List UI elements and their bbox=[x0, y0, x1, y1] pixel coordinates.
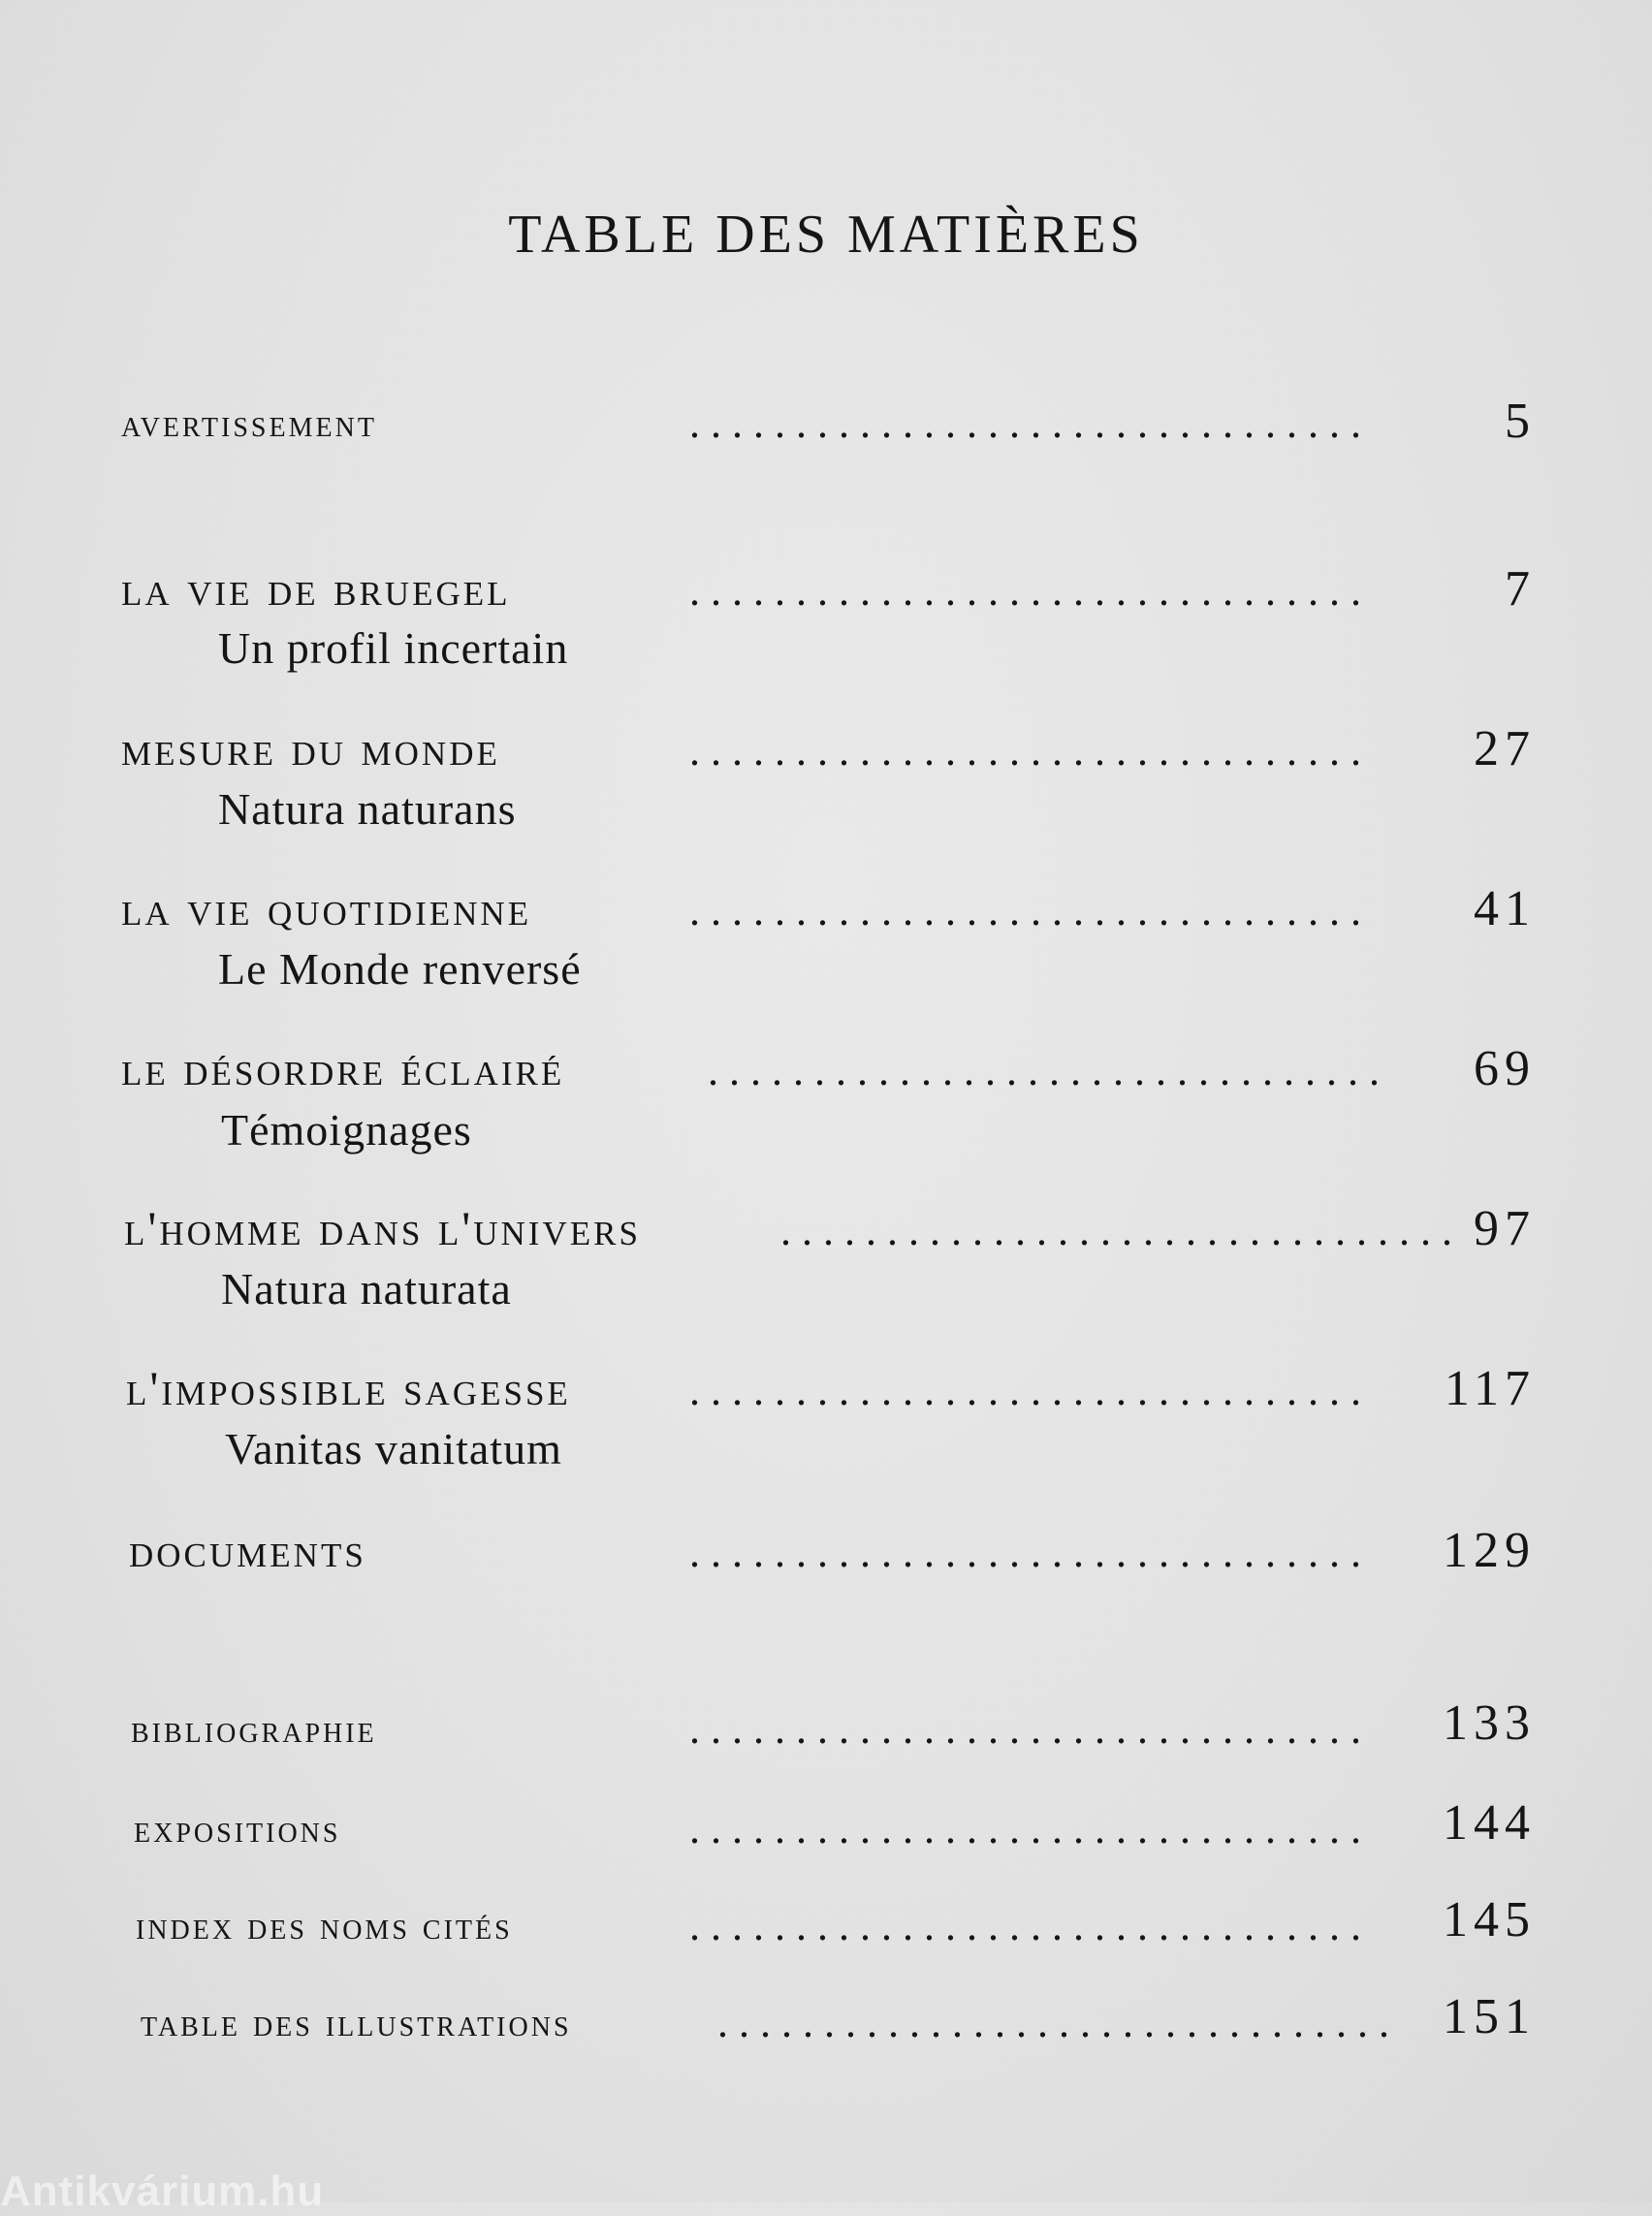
page-title: TABLE DES MATIÈRES bbox=[508, 205, 1144, 265]
dot-leader: . . . . . . . . . . . . . . . . . . . . . . . . . . . . . . . . bbox=[717, 1999, 1389, 2046]
toc-chapter-page: 69 bbox=[1474, 1041, 1536, 1096]
dot-leader: . . . . . . . . . . . . . . . . . . . . . . . . . . . . . . . . bbox=[689, 727, 1361, 775]
dot-leader: . . . . . . . . . . . . . . . . . . . . . . . . . . . . . . . . bbox=[689, 567, 1361, 615]
dot-leader: . . . . . . . . . . . . . . . . . . . . . . . . . . . . . . . . bbox=[689, 1705, 1361, 1753]
toc-entry-expositions bbox=[0, 1795, 1652, 1856]
toc-chapter-subtitle: Le Monde renversé bbox=[218, 944, 582, 994]
toc-chapter-page: 117 bbox=[1444, 1361, 1536, 1416]
dot-leader: . . . . . . . . . . . . . . . . . . . . . . . . . . . . . . . . bbox=[708, 1047, 1380, 1094]
toc-chapter-4 bbox=[0, 1040, 1652, 1098]
toc-entry-illustrations bbox=[0, 1989, 1652, 2050]
toc-chapter-subtitle: Vanitas vanitatum bbox=[225, 1424, 562, 1473]
dot-leader: . . . . . . . . . . . . . . . . . . . . . . . . . . . . . . . . bbox=[689, 1805, 1361, 1852]
toc-chapter-page: 27 bbox=[1474, 721, 1536, 776]
toc-chapter-label: l'homme dans l'univers bbox=[124, 1201, 641, 1255]
toc-chapter-label: l'impossible sagesse bbox=[126, 1361, 571, 1415]
toc-entry-bibliographie bbox=[0, 1695, 1652, 1757]
toc-chapter-subtitle: Témoignages bbox=[221, 1105, 472, 1155]
dot-leader: . . . . . . . . . . . . . . . . . . . . . . . . . . . . . . . . bbox=[689, 1529, 1361, 1576]
toc-chapter-page: 129 bbox=[1443, 1523, 1536, 1578]
toc-chapter-label: la vie quotidienne bbox=[121, 881, 532, 935]
toc-entry-label: avertissement bbox=[121, 401, 377, 445]
toc-chapter-7 bbox=[0, 1522, 1652, 1580]
dot-leader: . . . . . . . . . . . . . . . . . . . . . . . . . . . . . . . . bbox=[689, 887, 1361, 934]
toc-chapter-label: documents bbox=[129, 1523, 366, 1577]
toc-chapter-6 bbox=[0, 1360, 1652, 1418]
dot-leader: . . . . . . . . . . . . . . . . . . . . . . . . . . . . . . . . bbox=[689, 1367, 1361, 1414]
toc-chapter-5 bbox=[0, 1200, 1652, 1258]
dot-leader: . . . . . . . . . . . . . . . . . . . . . . . . . . . . . . . . bbox=[689, 1902, 1361, 1949]
toc-entry-page: 145 bbox=[1443, 1892, 1536, 1947]
toc-chapter-page: 41 bbox=[1474, 881, 1536, 936]
toc-entry-avertissement bbox=[0, 393, 1652, 451]
toc-chapter-subtitle: Natura naturans bbox=[218, 784, 517, 834]
toc-chapter-2 bbox=[0, 720, 1652, 778]
toc-chapter-3 bbox=[0, 880, 1652, 938]
toc-chapter-page: 7 bbox=[1505, 561, 1536, 617]
toc-chapter-label: mesure du monde bbox=[121, 721, 500, 776]
toc-entry-label: table des illustrations bbox=[141, 2001, 572, 2044]
toc-chapter-subtitle: Un profil incertain bbox=[218, 623, 569, 673]
toc-chapter-1 bbox=[0, 560, 1652, 618]
toc-entry-page: 144 bbox=[1443, 1795, 1536, 1851]
dot-leader: . . . . . . . . . . . . . . . . . . . . . . . . . . . . . . . . bbox=[689, 399, 1361, 447]
toc-entry-page: 133 bbox=[1443, 1695, 1536, 1751]
dot-leader: . . . . . . . . . . . . . . . . . . . . . . . . . . . . . . . . bbox=[780, 1207, 1452, 1254]
toc-entry-index bbox=[0, 1892, 1652, 1953]
watermark: Antikvárium.hu bbox=[0, 2168, 325, 2215]
toc-chapter-label: le désordre éclairé bbox=[121, 1041, 565, 1095]
toc-entry-label: bibliographie bbox=[131, 1707, 377, 1751]
toc-entry-label: expositions bbox=[134, 1807, 341, 1851]
toc-chapter-label: la vie de bruegel bbox=[121, 561, 511, 616]
toc-entry-page: 151 bbox=[1443, 1989, 1536, 2044]
toc-chapter-page: 97 bbox=[1474, 1201, 1536, 1256]
toc-chapter-subtitle: Natura naturata bbox=[221, 1264, 512, 1314]
toc-entry-page: 5 bbox=[1505, 394, 1536, 449]
toc-entry-label: index des noms cités bbox=[136, 1904, 513, 1947]
